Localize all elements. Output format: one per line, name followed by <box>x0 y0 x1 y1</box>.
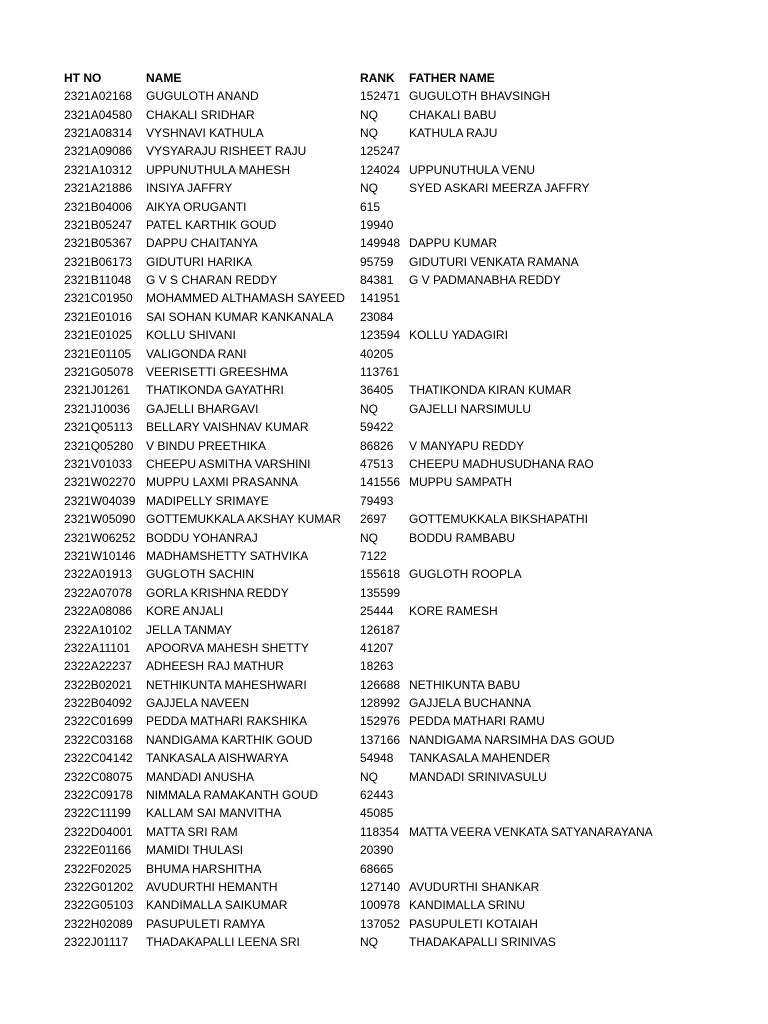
cell-htno: 2321B05247 <box>64 217 133 232</box>
cell-father-name <box>409 308 669 326</box>
cell-father-name <box>409 418 669 436</box>
table-row <box>64 289 669 307</box>
cell-rank: 18263 <box>360 659 394 674</box>
cell-name: MADIPELLY SRIMAYE <box>146 493 269 508</box>
table-row <box>64 602 669 620</box>
cell-name: GORLA KRISHNA REDDY <box>146 585 289 600</box>
table-row <box>64 418 669 436</box>
cell-htno: 2322B04092 <box>64 696 133 711</box>
cell-rank: 152471 <box>360 89 401 104</box>
cell-htno: 2321J01261 <box>64 383 131 398</box>
cell-rank: 126688 <box>360 677 401 692</box>
cell-htno: 2322G05103 <box>64 898 134 913</box>
cell-father-name: UPPUNUTHULA VENU <box>409 162 536 177</box>
cell-htno: 2322G01202 <box>64 879 134 894</box>
cell-father-name: THADAKAPALLI SRINIVAS <box>409 935 556 950</box>
cell-rank: 54948 <box>360 751 394 766</box>
cell-rank: 19940 <box>360 217 394 232</box>
cell-father-name: MANDADI SRINIVASULU <box>409 769 547 784</box>
cell-name: CHAKALI SRIDHAR <box>146 107 255 122</box>
cell-name: GAJJELA NAVEEN <box>146 696 250 711</box>
table-row <box>64 528 669 546</box>
cell-father-name <box>409 142 669 160</box>
cell-father-name: AVUDURTHI SHANKAR <box>409 879 540 894</box>
table-row <box>64 253 669 271</box>
cell-htno: 2322A11101 <box>64 640 131 655</box>
cell-name: KOLLU SHIVANI <box>146 328 236 343</box>
table-row <box>64 179 669 197</box>
cell-father-name: GAJJELA BUCHANNA <box>409 696 532 711</box>
cell-father-name: NETHIKUNTA BABU <box>409 677 521 692</box>
cell-father-name <box>409 584 669 602</box>
cell-name: MAMIDI THULASI <box>146 843 244 858</box>
cell-father-name: BODDU RAMBABU <box>409 530 516 545</box>
cell-htno: 2321W10146 <box>64 548 136 563</box>
cell-htno: 2322J01117 <box>64 935 129 950</box>
cell-father-name <box>409 786 669 804</box>
cell-father-name: CHEEPU MADHUSUDHANA RAO <box>409 457 594 471</box>
cell-htno: 2322C04142 <box>64 751 133 766</box>
cell-name: CHEEPU ASMITHA VARSHINI <box>146 457 311 471</box>
table-row <box>64 712 669 730</box>
table-row <box>64 915 669 933</box>
header-name: NAME <box>146 70 182 85</box>
cell-father-name: GUGULOTH BHAVSINGH <box>409 89 551 104</box>
cell-htno: 2321V01033 <box>64 457 133 471</box>
cell-rank: 137166 <box>360 732 401 747</box>
cell-htno: 2321B06173 <box>64 254 133 269</box>
cell-htno: 2322A10102 <box>64 622 133 637</box>
cell-rank: 84381 <box>360 273 394 288</box>
cell-father-name: KATHULA RAJU <box>409 125 498 140</box>
cell-htno: 2322C01699 <box>64 714 133 729</box>
cell-htno: 2321A10312 <box>64 162 133 177</box>
cell-rank: 95759 <box>360 254 394 269</box>
cell-name: MATTA SRI RAM <box>146 824 238 839</box>
table-row <box>64 878 669 896</box>
cell-rank: 152976 <box>360 714 401 729</box>
table-row <box>64 694 669 712</box>
cell-name: PASUPULETI RAMYA <box>146 916 265 931</box>
cell-name: THATIKONDA GAYATHRI <box>146 383 284 398</box>
cell-name: MOHAMMED ALTHAMASH SAYEED <box>146 291 345 306</box>
table-row <box>64 400 669 418</box>
cell-htno: 2321E01025 <box>64 328 133 343</box>
cell-rank: 128992 <box>360 696 401 711</box>
cell-name: THADAKAPALLI LEENA SRI <box>146 935 300 950</box>
cell-htno: 2322H02089 <box>64 916 133 931</box>
cell-name: ADHEESH RAJ MATHUR <box>146 659 284 674</box>
cell-father-name: NANDIGAMA NARSIMHA DAS GOUD <box>409 732 615 747</box>
cell-htno: 2321E01105 <box>64 346 132 361</box>
cell-htno: 2322C03168 <box>64 732 133 747</box>
cell-father-name: PASUPULETI KOTAIAH <box>409 916 538 931</box>
cell-name: KORE ANJALI <box>146 604 224 619</box>
cell-name: AIKYA ORUGANTI <box>146 199 247 214</box>
cell-htno: 2321B05367 <box>64 236 133 251</box>
cell-father-name: KANDIMALLA SRINU <box>409 898 526 913</box>
cell-father-name: TANKASALA MAHENDER <box>409 751 551 766</box>
cell-name: VYSYARAJU RISHEET RAJU <box>146 144 307 159</box>
cell-rank: NQ <box>360 181 378 196</box>
cell-name: VYSHNAVI KATHULA <box>146 125 264 140</box>
table-row <box>64 492 669 510</box>
cell-rank: 141556 <box>360 475 401 490</box>
cell-name: BHUMA HARSHITHA <box>146 861 262 876</box>
cell-htno: 2322A07078 <box>64 585 133 600</box>
header-rank: RANK <box>360 70 395 85</box>
table-row <box>64 455 669 473</box>
cell-name: INSIYA JAFFRY <box>146 181 233 196</box>
cell-father-name <box>409 547 669 565</box>
table-body <box>64 87 669 951</box>
cell-htno: 2322E01166 <box>64 843 132 858</box>
cell-rank: 141951 <box>360 291 401 306</box>
table-row <box>64 565 669 583</box>
table-row <box>64 823 669 841</box>
cell-htno: 2322F02025 <box>64 861 132 876</box>
cell-htno: 2322D04001 <box>64 824 133 839</box>
table-row <box>64 216 669 234</box>
cell-rank: 59422 <box>360 420 394 435</box>
cell-name: JELLA TANMAY <box>146 622 233 637</box>
table-row <box>64 87 669 105</box>
cell-name: KALLAM SAI MANVITHA <box>146 806 282 821</box>
cell-htno: 2322A01913 <box>64 567 133 582</box>
cell-rank: NQ <box>360 769 378 784</box>
cell-rank: 47513 <box>360 457 394 471</box>
cell-name: PEDDA MATHARI RAKSHIKA <box>146 714 308 729</box>
cell-htno: 2321G05078 <box>64 365 134 380</box>
cell-htno: 2322B02021 <box>64 677 133 692</box>
table-row <box>64 344 669 362</box>
cell-htno: 2321W06252 <box>64 530 136 545</box>
cell-rank: 113761 <box>360 365 400 380</box>
cell-htno: 2321Q05113 <box>64 420 133 435</box>
cell-rank: 36405 <box>360 383 394 398</box>
cell-father-name: DAPPU KUMAR <box>409 236 498 251</box>
table-row <box>64 933 669 951</box>
cell-htno: 2321W02270 <box>64 475 136 490</box>
results-table <box>64 68 669 951</box>
cell-rank: 123594 <box>360 328 401 343</box>
cell-father-name: GOTTEMUKKALA BIKSHAPATHI <box>409 512 588 527</box>
cell-name: GIDUTURI HARIKA <box>146 254 253 269</box>
cell-father-name: KOLLU YADAGIRI <box>409 328 508 343</box>
cell-father-name <box>409 289 669 307</box>
cell-name: TANKASALA AISHWARYA <box>146 751 289 766</box>
cell-rank: 125247 <box>360 144 401 159</box>
cell-htno: 2321A02168 <box>64 89 133 104</box>
cell-father-name <box>409 657 669 675</box>
cell-name: BELLARY VAISHNAV KUMAR <box>146 420 309 435</box>
cell-htno: 2321W04039 <box>64 493 136 508</box>
cell-rank: 20390 <box>360 843 394 858</box>
cell-rank: 86826 <box>360 438 394 453</box>
table-row <box>64 786 669 804</box>
cell-father-name: GAJELLI NARSIMULU <box>409 401 532 416</box>
table-row <box>64 436 669 454</box>
cell-htno: 2322A08086 <box>64 604 133 619</box>
cell-name: BODDU YOHANRAJ <box>146 530 258 545</box>
table-row <box>64 105 669 123</box>
cell-name: MADHAMSHETTY SATHVIKA <box>146 548 309 563</box>
table-row <box>64 767 669 785</box>
table-row <box>64 326 669 344</box>
cell-name: GUGLOTH SACHIN <box>146 567 255 582</box>
cell-name: SAI SOHAN KUMAR KANKANALA <box>146 309 334 324</box>
cell-father-name <box>409 620 669 638</box>
cell-rank: 149948 <box>360 236 401 251</box>
cell-rank: 40205 <box>360 346 394 361</box>
cell-father-name: THATIKONDA KIRAN KUMAR <box>409 383 572 398</box>
cell-htno: 2321A08314 <box>64 125 133 140</box>
cell-father-name: V MANYAPU REDDY <box>409 438 525 453</box>
table-row <box>64 473 669 491</box>
cell-rank: 45085 <box>360 806 394 821</box>
cell-rank: 124024 <box>360 162 401 177</box>
header-row <box>64 68 669 87</box>
table-row <box>64 896 669 914</box>
cell-father-name: PEDDA MATHARI RAMU <box>409 714 545 729</box>
table-row <box>64 731 669 749</box>
cell-name: V BINDU PREETHIKA <box>146 438 267 453</box>
cell-father-name: MATTA VEERA VENKATA SATYANARAYANA <box>409 824 653 839</box>
cell-htno: 2321A09086 <box>64 144 133 159</box>
cell-name: UPPUNUTHULA MAHESH <box>146 162 291 177</box>
cell-rank: 41207 <box>360 640 394 655</box>
cell-father-name <box>409 363 669 381</box>
cell-rank: 68665 <box>360 861 394 876</box>
cell-father-name: CHAKALI BABU <box>409 107 497 122</box>
table-row <box>64 547 669 565</box>
cell-father-name <box>409 859 669 877</box>
table-row <box>64 142 669 160</box>
cell-rank: 7122 <box>360 548 387 563</box>
cell-rank: NQ <box>360 125 378 140</box>
table-row <box>64 161 669 179</box>
cell-father-name <box>409 639 669 657</box>
cell-htno: 2321A21886 <box>64 181 133 196</box>
header-htno: HT NO <box>64 70 102 85</box>
header-father-name: FATHER NAME <box>409 70 495 85</box>
table-row <box>64 859 669 877</box>
table-row <box>64 234 669 252</box>
cell-rank: 100978 <box>360 898 401 913</box>
cell-name: MANDADI ANUSHA <box>146 769 255 784</box>
cell-father-name: GUGLOTH ROOPLA <box>409 567 522 582</box>
table-row <box>64 676 669 694</box>
cell-name: G V S CHARAN REDDY <box>146 273 278 288</box>
results-sheet <box>64 68 669 951</box>
cell-name: APOORVA MAHESH SHETTY <box>146 640 309 655</box>
table-row <box>64 308 669 326</box>
cell-father-name: SYED ASKARI MEERZA JAFFRY <box>409 181 590 196</box>
cell-father-name <box>409 344 669 362</box>
cell-name: MUPPU LAXMI PRASANNA <box>146 475 299 490</box>
table-row <box>64 197 669 215</box>
cell-father-name: MUPPU SAMPATH <box>409 475 512 490</box>
cell-father-name: KORE RAMESH <box>409 604 498 619</box>
cell-name: AVUDURTHI HEMANTH <box>146 879 278 894</box>
cell-name: KANDIMALLA SAIKUMAR <box>146 898 288 913</box>
table-row <box>64 510 669 528</box>
table-row <box>64 363 669 381</box>
cell-rank: NQ <box>360 530 378 545</box>
cell-htno: 2321E01016 <box>64 309 133 324</box>
table-row <box>64 639 669 657</box>
cell-htno: 2322A22237 <box>64 659 133 674</box>
cell-rank: 615 <box>360 199 381 214</box>
cell-name: PATEL KARTHIK GOUD <box>146 217 277 232</box>
cell-name: GAJELLI BHARGAVI <box>146 401 259 416</box>
cell-htno: 2321B04006 <box>64 199 133 214</box>
cell-rank: NQ <box>360 107 378 122</box>
table-row <box>64 657 669 675</box>
cell-rank: 79493 <box>360 493 394 508</box>
cell-rank: 118354 <box>360 824 400 839</box>
cell-father-name <box>409 197 669 215</box>
cell-rank: 25444 <box>360 604 394 619</box>
cell-rank: NQ <box>360 401 378 416</box>
cell-rank: 62443 <box>360 788 394 803</box>
cell-name: VALIGONDA RANI <box>146 346 247 361</box>
table-row <box>64 381 669 399</box>
cell-father-name: G V PADMANABHA REDDY <box>409 273 561 288</box>
cell-htno: 2321J10036 <box>64 401 131 416</box>
cell-father-name <box>409 841 669 859</box>
cell-father-name <box>409 216 669 234</box>
cell-rank: 127140 <box>360 879 401 894</box>
cell-htno: 2321B11048 <box>64 273 132 288</box>
table-row <box>64 584 669 602</box>
cell-rank: 155618 <box>360 567 401 582</box>
cell-rank: 2697 <box>360 512 387 527</box>
table-row <box>64 841 669 859</box>
cell-htno: 2322C09178 <box>64 788 133 803</box>
table-row <box>64 271 669 289</box>
cell-name: GOTTEMUKKALA AKSHAY KUMAR <box>146 512 341 527</box>
cell-htno: 2322C08075 <box>64 769 133 784</box>
cell-rank: 137052 <box>360 916 401 931</box>
cell-rank: NQ <box>360 935 378 950</box>
cell-rank: 23084 <box>360 309 394 324</box>
cell-rank: 135599 <box>360 585 401 600</box>
table-row <box>64 749 669 767</box>
table-row <box>64 620 669 638</box>
table-row <box>64 804 669 822</box>
cell-htno: 2322C11199 <box>64 806 131 821</box>
cell-name: VEERISETTI GREESHMA <box>146 365 289 380</box>
table-row <box>64 124 669 142</box>
cell-name: NETHIKUNTA MAHESHWARI <box>146 677 307 692</box>
cell-name: DAPPU CHAITANYA <box>146 236 258 251</box>
cell-father-name <box>409 804 669 822</box>
cell-htno: 2321A04580 <box>64 107 133 122</box>
cell-htno: 2321C01950 <box>64 291 133 306</box>
cell-htno: 2321W05090 <box>64 512 136 527</box>
cell-father-name <box>409 492 669 510</box>
cell-name: GUGULOTH ANAND <box>146 89 259 104</box>
cell-father-name: GIDUTURI VENKATA RAMANA <box>409 254 579 269</box>
cell-name: NANDIGAMA KARTHIK GOUD <box>146 732 313 747</box>
cell-rank: 126187 <box>360 622 401 637</box>
cell-name: NIMMALA RAMAKANTH GOUD <box>146 788 319 803</box>
cell-htno: 2321Q05280 <box>64 438 134 453</box>
